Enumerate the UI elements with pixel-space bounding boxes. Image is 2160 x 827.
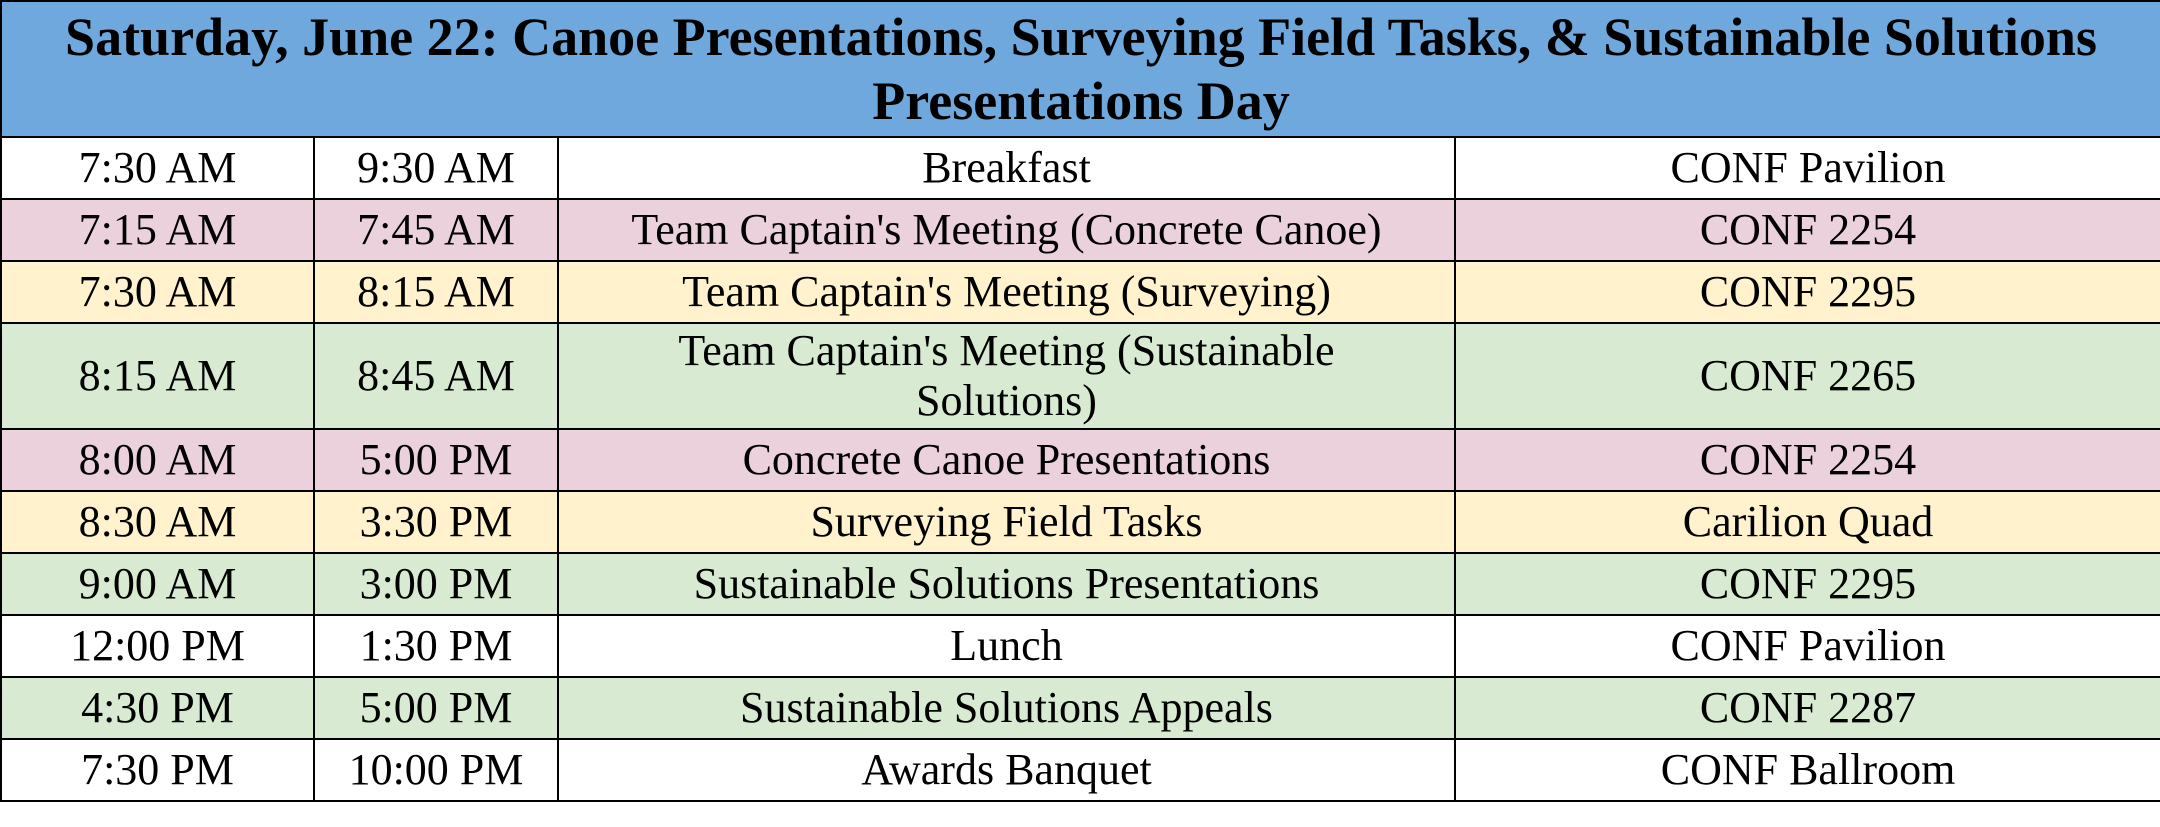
end-time: 5:00 PM	[314, 429, 558, 491]
schedule-title: Saturday, June 22: Canoe Presentations, Surveying Field Tasks, & Sustainable Solutions Presentations Day	[1, 1, 2160, 137]
start-time: 7:30 AM	[1, 261, 314, 323]
event-name: Lunch	[558, 615, 1455, 677]
start-time: 9:00 AM	[1, 553, 314, 615]
end-time: 3:00 PM	[314, 553, 558, 615]
event-location: CONF Pavilion	[1455, 137, 2160, 199]
end-time: 8:15 AM	[314, 261, 558, 323]
start-time: 8:00 AM	[1, 429, 314, 491]
end-time: 8:45 AM	[314, 323, 558, 429]
table-row	[1, 261, 2160, 323]
event-location: CONF 2265	[1455, 323, 2160, 429]
event-location: CONF 2295	[1455, 261, 2160, 323]
table-row	[1, 491, 2160, 553]
event-name-cell	[558, 323, 1455, 429]
event-name: Breakfast	[558, 137, 1455, 199]
event-location: CONF Ballroom	[1455, 739, 2160, 801]
table-row	[1, 137, 2160, 199]
event-location: CONF 2295	[1455, 553, 2160, 615]
event-name: Concrete Canoe Presentations	[558, 429, 1455, 491]
table-row	[1, 553, 2160, 615]
table-row	[1, 739, 2160, 801]
table-row	[1, 615, 2160, 677]
end-time: 10:00 PM	[314, 739, 558, 801]
event-name: Surveying Field Tasks	[558, 491, 1455, 553]
table-row	[1, 323, 2160, 429]
start-time: 7:30 PM	[1, 739, 314, 801]
event-location: CONF Pavilion	[1455, 615, 2160, 677]
event-name: Team Captain's Meeting (Concrete Canoe)	[558, 199, 1455, 261]
event-location: CONF 2254	[1455, 199, 2160, 261]
event-name: Team Captain's Meeting (Surveying)	[558, 261, 1455, 323]
table-row	[1, 677, 2160, 739]
end-time: 5:00 PM	[314, 677, 558, 739]
event-name: Sustainable Solutions Appeals	[558, 677, 1455, 739]
event-location: Carilion Quad	[1455, 491, 2160, 553]
end-time: 7:45 AM	[314, 199, 558, 261]
event-name: Sustainable Solutions Presentations	[558, 553, 1455, 615]
table-row	[1, 199, 2160, 261]
start-time: 7:15 AM	[1, 199, 314, 261]
start-time: 8:15 AM	[1, 323, 314, 429]
event-location: CONF 2287	[1455, 677, 2160, 739]
start-time: 7:30 AM	[1, 137, 314, 199]
start-time: 12:00 PM	[1, 615, 314, 677]
title-row	[1, 1, 2160, 137]
start-time: 4:30 PM	[1, 677, 314, 739]
event-location: CONF 2254	[1455, 429, 2160, 491]
event-name: Awards Banquet	[558, 739, 1455, 801]
start-time: 8:30 AM	[1, 491, 314, 553]
end-time: 1:30 PM	[314, 615, 558, 677]
end-time: 3:30 PM	[314, 491, 558, 553]
end-time: 9:30 AM	[314, 137, 558, 199]
table-row	[1, 429, 2160, 491]
event-name: Team Captain's Meeting (Sustainable Solutions)	[678, 326, 1335, 425]
